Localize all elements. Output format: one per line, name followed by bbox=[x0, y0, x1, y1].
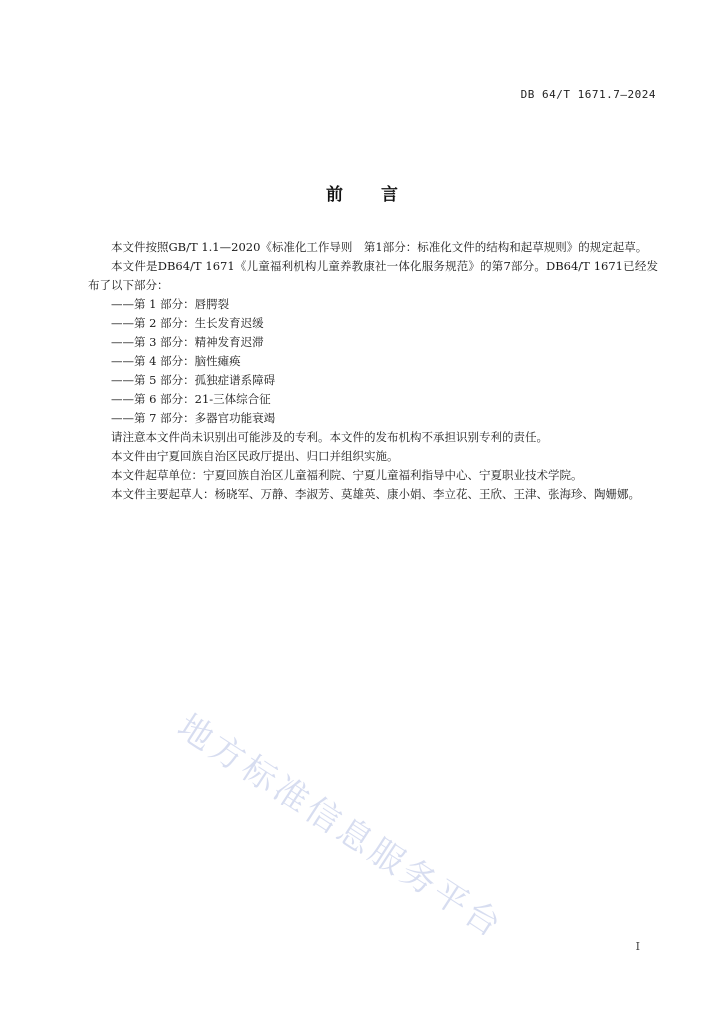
paragraph-patent-notice: 请注意本文件尚未识别出可能涉及的专利。本文件的发布机构不承担识别专利的责任。 bbox=[111, 430, 548, 444]
list-item: ——第 3 部分：精神发育迟滞 bbox=[111, 335, 264, 349]
paragraph-proposer: 本文件由宁夏回族自治区民政厅提出、归口并组织实施。 bbox=[111, 449, 399, 463]
paragraph-drafting-rules: 本文件按照GB/T 1.1—2020《标准化工作导则 第1部分：标准化文件的结构和起草规则》的规定起草。 bbox=[111, 240, 648, 254]
paragraph-drafting-units: 本文件起草单位：宁夏回族自治区儿童福利院、宁夏儿童福利指导中心、宁夏职业技术学院。 bbox=[111, 468, 583, 482]
page-number: I bbox=[635, 940, 640, 953]
list-item: ——第 2 部分：生长发育迟缓 bbox=[111, 316, 264, 330]
list-item: ——第 1 部分：唇腭裂 bbox=[111, 297, 230, 311]
list-item: ——第 5 部分：孤独症谱系障碍 bbox=[111, 373, 276, 387]
paragraph-drafters: 本文件主要起草人：杨晓军、万静、李淑芳、莫雄英、康小娟、李立花、王欣、王津、张海珍、陶姗娜。 bbox=[111, 487, 640, 501]
watermark-text: 地方标准信息服务平台 bbox=[170, 706, 511, 948]
list-item: ——第 7 部分：多器官功能衰竭 bbox=[111, 411, 276, 425]
foreword-body bbox=[88, 238, 658, 504]
document-code: DB 64/T 1671.7—2024 bbox=[520, 88, 656, 101]
paragraph-series-info: 本文件是DB64/T 1671《儿童福利机构儿童养教康社一体化服务规范》的第7部分。DB64/T 1671已经发布了以下部分： bbox=[88, 259, 658, 292]
page-title: 前言 bbox=[326, 185, 436, 205]
parts-list bbox=[88, 295, 658, 428]
list-item: ——第 6 部分：21-三体综合征 bbox=[111, 392, 271, 406]
list-item: ——第 4 部分：脑性瘫痪 bbox=[111, 354, 241, 368]
